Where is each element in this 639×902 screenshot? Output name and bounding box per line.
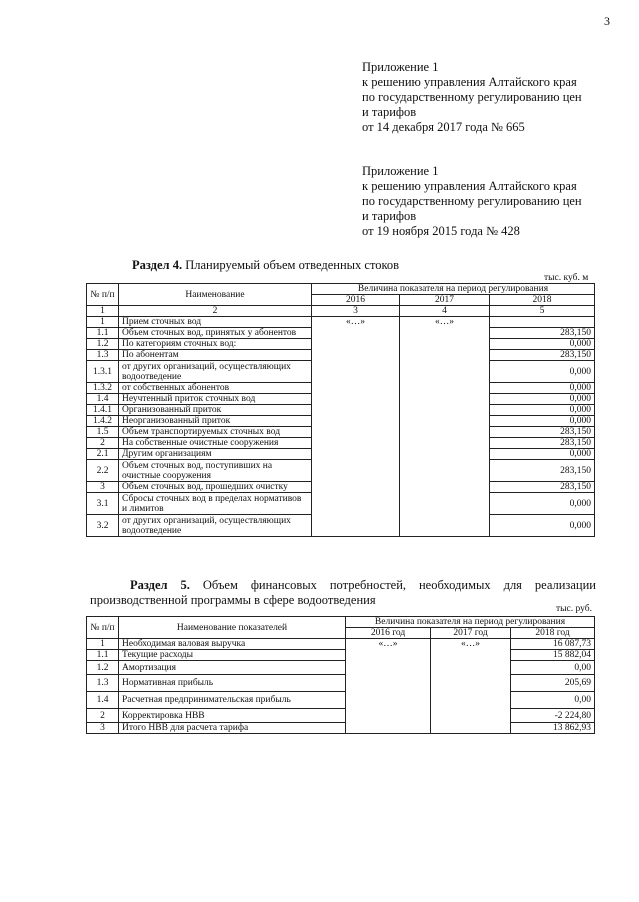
table-row	[87, 639, 595, 650]
row-num: 1	[87, 639, 119, 650]
row-value-2018: 283,150	[490, 427, 595, 438]
annex-number: 428	[501, 224, 520, 238]
annex-line: к решению управления Алтайского края	[362, 75, 577, 89]
row-value-2018: 0,000	[490, 493, 595, 515]
col-num-header: № п/п	[87, 284, 119, 306]
year-header: 2017	[400, 295, 490, 306]
year-header: 2018	[490, 295, 595, 306]
annex-block-2017	[362, 60, 632, 135]
row-name: Текущие расходы	[119, 650, 346, 661]
row-value-2018: 283,150	[490, 328, 595, 339]
annex-date-line	[362, 120, 632, 135]
row-name: Объем сточных вод, прошедших очистку	[119, 482, 312, 493]
merged-2016-cell: «…»	[346, 639, 431, 734]
col-number: 5	[490, 306, 595, 317]
row-name: Нормативная прибыль	[119, 675, 346, 692]
row-num: 1.1	[87, 328, 119, 339]
row-num: 2.2	[87, 460, 119, 482]
row-value-2018: 0,000	[490, 416, 595, 427]
row-name: Необходимая валовая выручка	[119, 639, 346, 650]
row-num: 1.3	[87, 350, 119, 361]
merged-2017-cell: «…»	[431, 639, 511, 734]
row-value-2018: 283,150	[490, 350, 595, 361]
row-num: 1	[87, 317, 119, 328]
row-name: от других организаций, осуществляющих водоотведение	[119, 515, 312, 537]
row-name: Неучтенный приток сточных вод	[119, 394, 312, 405]
annex-line: Приложение 1	[362, 164, 439, 178]
page-number: 3	[604, 14, 610, 28]
annex-line: по государственному регулированию цен	[362, 194, 582, 208]
row-value-2018	[490, 317, 595, 328]
col-period-header: Величина показателя на период регулирования	[346, 617, 595, 628]
row-value-2018: 205,69	[511, 675, 595, 692]
annex-line: к решению управления Алтайского края	[362, 179, 577, 193]
row-num: 3.1	[87, 493, 119, 515]
row-num: 2	[87, 709, 119, 723]
annex-date: от 14 декабря 2017 года №	[362, 120, 507, 134]
row-name: Итого НВВ для расчета тарифа	[119, 723, 346, 734]
col-period-header: Величина показателя на период регулирования	[312, 284, 595, 295]
merged-2017-cell: «…»	[400, 317, 490, 537]
annex-number: 665	[506, 120, 525, 134]
col-name-header: Наименование	[119, 284, 312, 306]
section4-title	[132, 258, 399, 273]
row-num: 1.3.2	[87, 383, 119, 394]
row-num: 3	[87, 723, 119, 734]
annex-date-line	[362, 224, 632, 239]
row-value-2018: 0,000	[490, 361, 595, 383]
table-row	[87, 692, 595, 709]
row-num: 1.3	[87, 675, 119, 692]
row-value-2018: 0,000	[490, 394, 595, 405]
annex-line: и тарифов	[362, 209, 417, 223]
year-header: 2016	[312, 295, 400, 306]
row-num: 1.1	[87, 650, 119, 661]
col-number: 2	[119, 306, 312, 317]
row-num: 1.4.2	[87, 416, 119, 427]
row-name: Расчетная предпринимательская прибыль	[119, 692, 346, 709]
table-row	[87, 317, 595, 328]
row-num: 1.3.1	[87, 361, 119, 383]
wastewater-volume-table	[86, 283, 595, 537]
table-row	[87, 709, 595, 723]
row-num: 3	[87, 482, 119, 493]
row-name: Другим организациям	[119, 449, 312, 460]
row-name: Сбросы сточных вод в пределах нормативов и лимитов	[119, 493, 312, 515]
year-header: 2016 год	[346, 628, 431, 639]
row-value-2018: 0,000	[490, 405, 595, 416]
row-value-2018: 15 882,04	[511, 650, 595, 661]
row-name: от других организаций, осуществляющих водоотведение	[119, 361, 312, 383]
row-num: 1.4	[87, 692, 119, 709]
section5-label: Раздел 5.	[130, 578, 190, 592]
financial-needs-table	[86, 616, 595, 734]
table-row	[87, 675, 595, 692]
row-name: На собственные очистные сооружения	[119, 438, 312, 449]
row-num: 2	[87, 438, 119, 449]
row-value-2018: 0,00	[511, 692, 595, 709]
table-row	[87, 650, 595, 661]
merged-2016-cell: «…»	[312, 317, 400, 537]
row-name: Организованный приток	[119, 405, 312, 416]
table-row	[87, 723, 595, 734]
annex-date: от 19 ноября 2015 года №	[362, 224, 502, 238]
row-value-2018: 0,000	[490, 339, 595, 350]
section5-units: тыс. руб.	[556, 604, 592, 614]
row-value-2018: 0,000	[490, 449, 595, 460]
row-value-2018: 16 087,73	[511, 639, 595, 650]
col-name-header: Наименование показателей	[119, 617, 346, 639]
row-num: 1.5	[87, 427, 119, 438]
row-value-2018: 283,150	[490, 438, 595, 449]
row-name: Неорганизованный приток	[119, 416, 312, 427]
row-num: 1.2	[87, 661, 119, 675]
row-num: 2.1	[87, 449, 119, 460]
row-name: Прием сточных вод	[119, 317, 312, 328]
row-name: По категориям сточных вод:	[119, 339, 312, 350]
year-header: 2017 год	[431, 628, 511, 639]
row-value-2018: 283,150	[490, 482, 595, 493]
row-num: 1.4	[87, 394, 119, 405]
row-value-2018: 283,150	[490, 460, 595, 482]
row-num: 1.2	[87, 339, 119, 350]
annex-line: Приложение 1	[362, 60, 439, 74]
row-name: от собственных абонентов	[119, 383, 312, 394]
row-name: Корректировка НВВ	[119, 709, 346, 723]
section5-title	[90, 578, 596, 608]
col-number: 1	[87, 306, 119, 317]
row-name: Объем транспортируемых сточных вод	[119, 427, 312, 438]
row-name: По абонентам	[119, 350, 312, 361]
annex-line: и тарифов	[362, 105, 417, 119]
section4-units: тыс. куб. м	[544, 273, 589, 283]
row-value-2018: 0,000	[490, 515, 595, 537]
row-value-2018: 13 862,93	[511, 723, 595, 734]
row-value-2018: 0,00	[511, 661, 595, 675]
row-num: 3.2	[87, 515, 119, 537]
year-header: 2018 год	[511, 628, 595, 639]
col-num-header: № п/п	[87, 617, 119, 639]
row-name: Объем сточных вод, принятых у абонентов	[119, 328, 312, 339]
row-num: 1.4.1	[87, 405, 119, 416]
col-number: 4	[400, 306, 490, 317]
section5-heading: Объем финансовых потребностей, необходимых для реализации производственной программы в сфере водоотведения	[90, 578, 596, 607]
table-row	[87, 661, 595, 675]
col-number: 3	[312, 306, 400, 317]
annex-block-2015	[362, 164, 632, 239]
row-name: Объем сточных вод, поступивших на очистные сооружения	[119, 460, 312, 482]
row-value-2018: 0,000	[490, 383, 595, 394]
row-name: Амортизация	[119, 661, 346, 675]
annex-line: по государственному регулированию цен	[362, 90, 582, 104]
row-value-2018: -2 224,80	[511, 709, 595, 723]
section4-label: Раздел 4.	[132, 258, 183, 272]
section4-heading: Планируемый объем отведенных стоков	[182, 258, 400, 272]
